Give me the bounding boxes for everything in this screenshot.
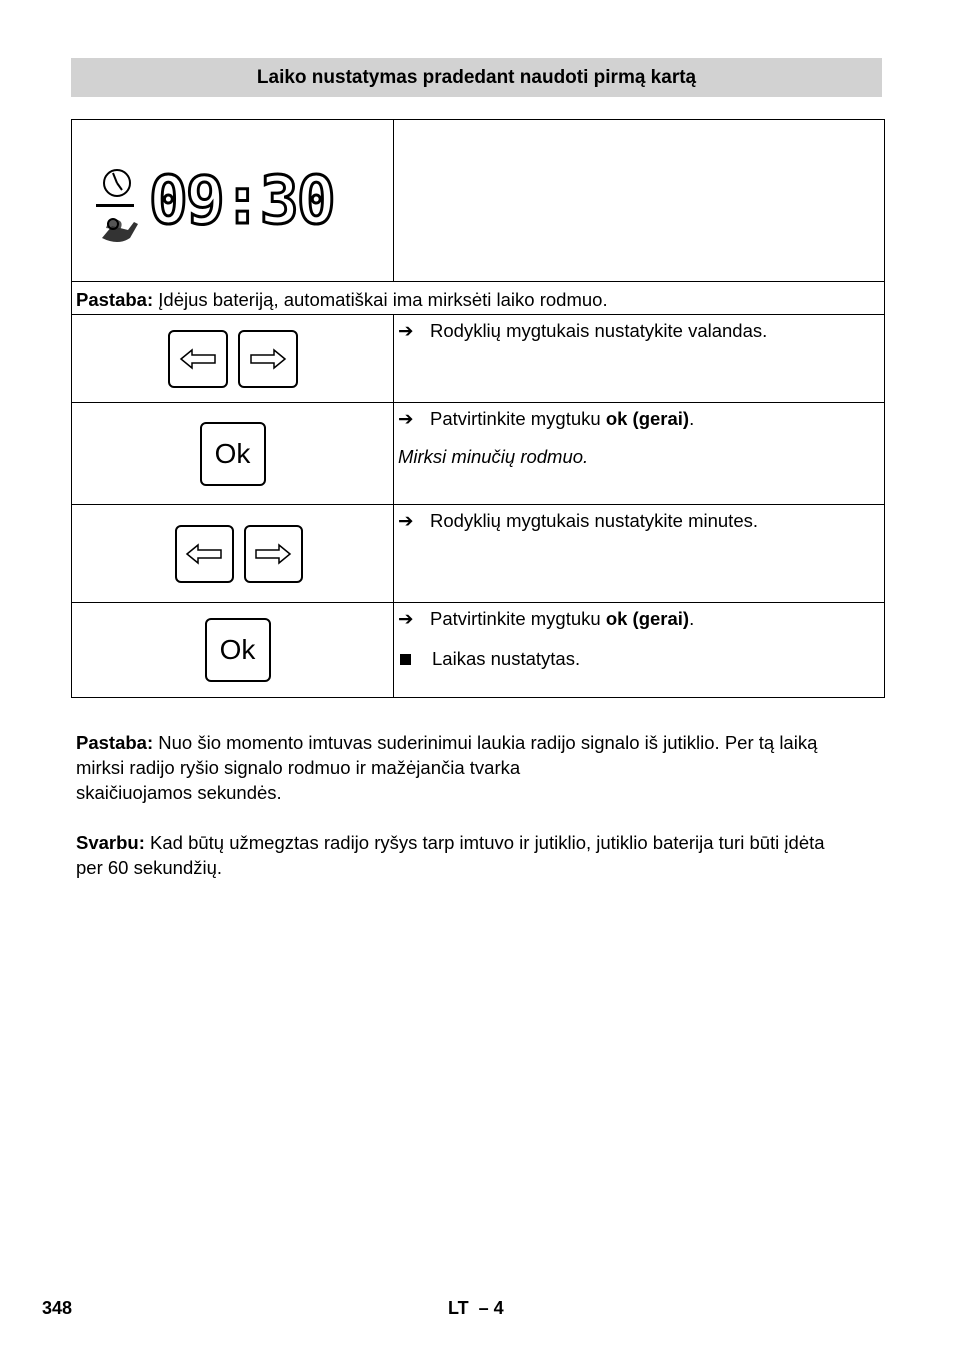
right-arrow-icon xyxy=(254,543,292,565)
step-text: Rodyklių mygtukais nustatykite valandas. xyxy=(430,320,768,341)
step-text: Patvirtinkite mygtuku xyxy=(430,608,606,629)
right-arrow-button[interactable] xyxy=(244,525,303,583)
note2-label: Pastaba: xyxy=(76,732,154,753)
display-row xyxy=(72,120,885,282)
note-paragraph xyxy=(76,730,886,805)
left-arrow-button[interactable] xyxy=(168,330,228,388)
step-row-hours xyxy=(72,315,885,403)
right-arrow-icon xyxy=(249,348,287,370)
step-text: Patvirtinkite mygtuku xyxy=(430,408,606,429)
arrow-marker-icon: ➔ xyxy=(398,320,414,341)
step-row-confirm-minutes xyxy=(72,603,885,698)
important-line2: per 60 sekundžių. xyxy=(76,857,223,878)
ok-button[interactable]: Ok xyxy=(205,618,271,682)
step-result-text: Mirksi minučių rodmuo. xyxy=(398,446,589,467)
step-bold-text: ok (gerai) xyxy=(605,608,690,629)
instruction-table xyxy=(71,119,885,698)
important-paragraph xyxy=(76,830,886,880)
arrow-marker-icon: ➔ xyxy=(398,510,414,531)
display-description-cell xyxy=(394,120,885,282)
step-row-minutes xyxy=(72,505,885,603)
left-arrow-icon xyxy=(179,348,217,370)
note2-line2: mirksi radijo ryšio signalo rodmuo ir mažėjančia tvarka xyxy=(76,757,521,778)
page-number: 348 xyxy=(42,1298,73,1318)
important-line1: Kad būtų užmegztas radijo ryšys tarp imtuvo ir jutiklio, jutiklio baterija turi būti įdėta xyxy=(144,832,825,853)
ok-button[interactable]: Ok xyxy=(200,422,266,486)
divider-line xyxy=(96,204,134,207)
clock-icon xyxy=(98,168,136,206)
step-text: Rodyklių mygtukais nustatykite minutes. xyxy=(430,510,758,531)
section-label: LT – 4 xyxy=(448,1298,504,1318)
left-arrow-button[interactable] xyxy=(175,525,234,583)
arrow-marker-icon: ➔ xyxy=(398,608,414,629)
watering-can-icon xyxy=(98,208,142,248)
step-result-text: Laikas nustatytas. xyxy=(432,648,581,669)
right-arrow-button[interactable] xyxy=(238,330,298,388)
step-bold-text: ok (gerai) xyxy=(605,408,690,429)
note-text: Įdėjus bateriją, automatiškai ima mirksėti laiko rodmuo. xyxy=(153,289,608,310)
left-arrow-icon xyxy=(185,543,223,565)
note-cell xyxy=(72,282,885,315)
important-label: Svarbu: xyxy=(76,832,145,853)
note2-line1: Nuo šio momento imtuvas suderinimui laukia radijo signalo iš jutiklio. Per tą laiką xyxy=(153,732,818,753)
note2-line3: skaičiuojamos sekundės. xyxy=(76,782,282,803)
arrow-marker-icon: ➔ xyxy=(398,408,414,429)
square-bullet-icon xyxy=(400,654,411,665)
step-row-confirm-hours xyxy=(72,403,885,505)
step-text-end: . xyxy=(689,408,695,429)
display-cell xyxy=(72,120,394,282)
step-text-end: . xyxy=(689,608,695,629)
note-row xyxy=(72,282,885,315)
section-title: Laiko nustatymas pradedant naudoti pirmą kartą xyxy=(71,58,882,97)
note-label: Pastaba: xyxy=(76,289,154,310)
time-display: 09:30 xyxy=(148,162,334,239)
